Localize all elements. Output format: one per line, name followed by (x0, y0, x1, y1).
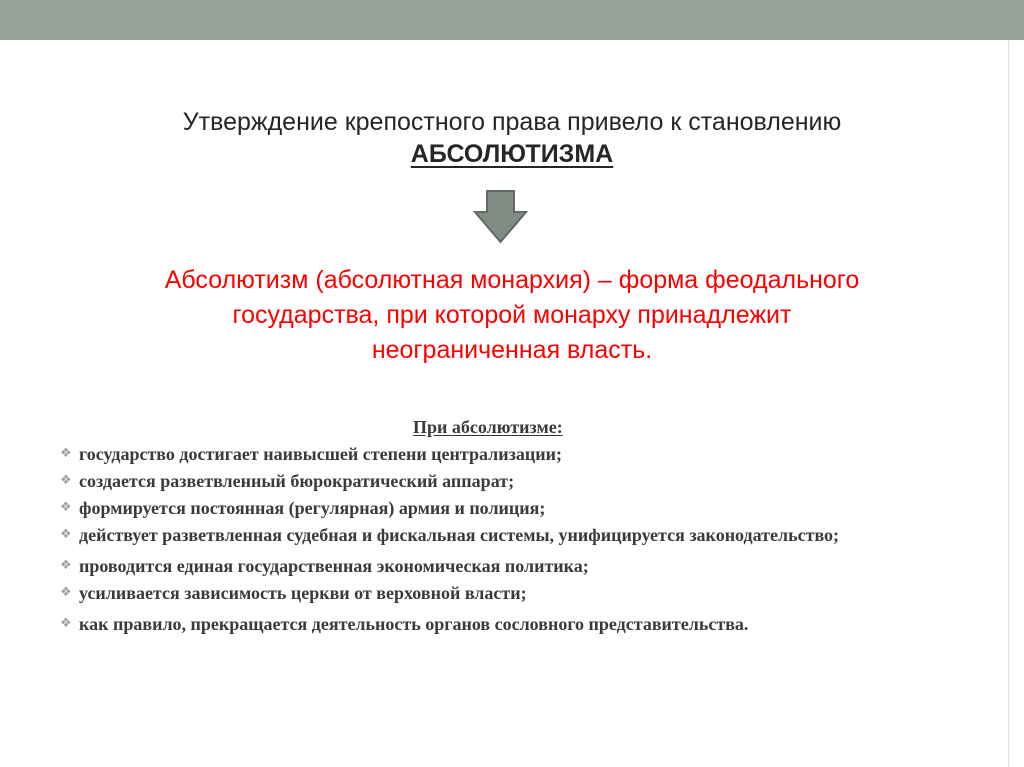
list-item-text: как правило, прекращается деятельность органов сословного представительства. (79, 614, 749, 634)
list-item (58, 613, 918, 635)
intro-statement (0, 106, 1024, 170)
list-item-text: действует разветвленная судебная и фискальная системы, унифицируется законодательство; (79, 525, 840, 545)
diamond-bullet-icon: ❖ (60, 527, 72, 542)
features-heading: При абсолютизме: (413, 417, 563, 437)
list-item-text: формируется постоянная (регулярная) армия и полиция; (79, 498, 546, 518)
list-item (58, 497, 918, 519)
list-item (58, 555, 918, 577)
diamond-bullet-icon: ❖ (60, 500, 72, 515)
definition-line: государства, при которой монарху принадлежит (232, 301, 792, 329)
diamond-bullet-icon: ❖ (60, 473, 72, 488)
list-item-text: создается разветвленный бюрократический аппарат; (79, 471, 515, 491)
list-item (58, 524, 918, 546)
list-item (58, 582, 918, 604)
intro-keyword: АБСОЛЮТИЗМА (410, 140, 614, 168)
features-list (58, 443, 918, 640)
diamond-bullet-icon: ❖ (60, 446, 72, 461)
definition-line: неограниченная власть. (371, 336, 653, 364)
diamond-bullet-icon: ❖ (60, 585, 72, 600)
diamond-bullet-icon: ❖ (60, 558, 72, 573)
diamond-bullet-icon: ❖ (60, 616, 72, 631)
list-item (58, 443, 918, 465)
intro-text: Утверждение крепостного права привело к становлению (182, 108, 842, 136)
definition (0, 263, 1024, 368)
slide-header-bar (0, 0, 1024, 40)
list-item-text: государство достигает наивысшей степени централизации; (79, 444, 562, 464)
list-item-text: проводится единая государственная экономическая политика; (79, 556, 589, 576)
down-arrow-icon (473, 189, 528, 244)
definition-line: Абсолютизм (абсолютная монархия) – форма феодального (164, 266, 860, 294)
list-item (58, 470, 918, 492)
list-item-text: усиливается зависимость церкви от верховной власти; (79, 583, 527, 603)
